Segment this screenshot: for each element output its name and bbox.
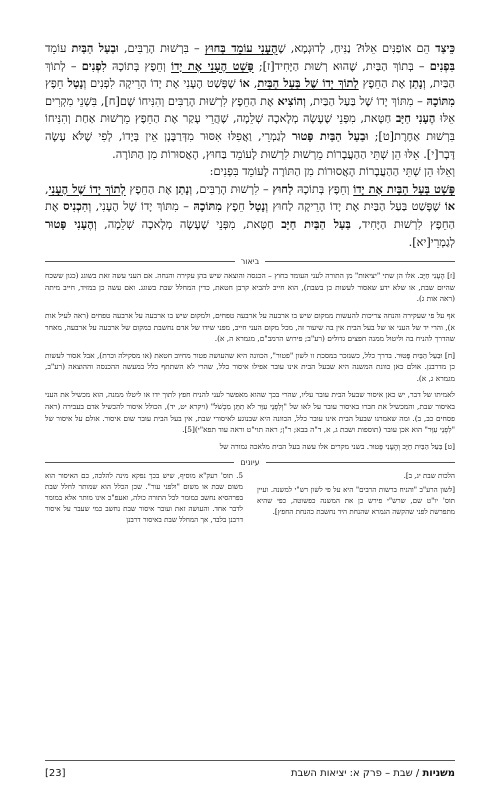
iyunim-separator: [45, 458, 455, 467]
mishnah-text-run: וְחֵפֶץ בְּתוֹכָהּ: [106, 59, 172, 73]
footer-rule: [45, 760, 455, 761]
iyunim-columns: [45, 471, 455, 528]
mishnah-text-run: אֶת הַחֵפֶץ: [358, 77, 410, 91]
footer-title: [291, 768, 455, 779]
footer-title-bold: משניות: [422, 768, 455, 779]
biur-separator: [45, 257, 455, 266]
mishnah-bold-phrase: פָּשַׁט בַּעַל הַבַּיִת אֶת יָדוֹ: [353, 181, 455, 196]
mishnah-bold-phrase: וּבַעַל הַבַּיִת: [71, 41, 119, 55]
page-number: [23]: [45, 768, 66, 779]
iyunim-note: 5. תוס' רעק"א מוסיף, שיש בכך נפקא מינה להלכה, כם האיסור הוא משום שבת או משום "ולפני עור". שכן הכלל הוא שמותר לחלל שבת בפרהסיא נחשב כמומר לכל התורה כולה, ואעפ"כ אינו מותר אלא במומר לדבר אחד. והעושה זאת ועובר איסור שבת נחשב כמי שעבר על איסור דרבנן בלבד, אך המחלל שבת באיסור דרבנן: [45, 471, 243, 524]
iyunim-left-column: [45, 471, 243, 528]
mishnah-text-run: חַטָּאת, מִפְּנֵי שֶׁעָשָׂה מְלָאכָה שְׁלֵמָה,: [96, 217, 282, 231]
mishnah-text-run: ,: [45, 182, 49, 196]
mishnah-text-run: חֵפֶץ: [221, 200, 250, 214]
iyunim-note: [לשון הרע"ב "והניח ברשות הרבים" היא על פי לשון רש"י למשנה. ועיין תוס' יו"ט שם, שרש"י פירש כן את המשנה כפשוטה, כפי שהיא מתפרשת לפני שהקשה הגמרא שהנחת היד נחשבת כהנחת החפץ].: [257, 485, 455, 516]
mishnah-bold-phrase: וְנָתַן: [409, 76, 426, 91]
mishnah-paragraph-2: [45, 163, 455, 181]
mishnah-text-run: – בְּתוֹךְ הַבַּיִת, שֶׁהוּא רְשׁוּת הַיָּחִיד[ז];: [253, 59, 430, 73]
biur-note: אף על פי שעקירה והנחה צריכות להעשות ממקום שיש בו ארבעה על ארבעה טפחים, ולמקום שיש בו ארבעה על ארבעה טפחים (ראה לעיל אות א), והרי יד של העני או של בעל הבית אין בה שיעור זה, מכל מקום העני חייב, מפני שידו של אדם נחשבת כמקום של ארבעה על ארבעה, מאחר שהדרך להניח בה וליטול ממנה חפצים גדולים (רע"ב; פירוש הרמב"ם, מגמרא ה, א).: [45, 310, 455, 344]
mishnah-bold-phrase: מִתּוֹכָהּ: [193, 199, 222, 214]
biur-note: [ח] וּבַעַל הַבַּיִת פָּטוּר. בדרך כלל, כשנזכר במסכת זו לשון "פטור", הכוונה היא שהעושה פטור מחיוב חטאת (או מסקילה וכרת), אבל אסור לעשות כן מדרבנן. אולם כאן כוונת המשנה היא שבעל הבית אינו עובר אפילו איסור כלל, שהרי לא השתתף כלל במעשה ההכנסה וההוצאה (רע"ב, מגמרא ג, א).: [45, 350, 455, 383]
biur-commentary: [45, 270, 455, 452]
biur-note: [ט] בַּעַל הַבַּיִת חַיָּב וְהֶעָנִי פָּטוּר. בשני מקרים אלו עשה בעל הבית מלאכה גמורה של: [219, 441, 455, 451]
mishnah-bold-phrase: אוֹ: [239, 76, 250, 91]
mishnah-text-run: שֶׁפָּשַׁט הֶעָנִי אֶת יָדוֹ הָרֵיקָה לִפְנִים: [86, 77, 240, 91]
mishnah-bold-phrase: וְהוֹצִיא: [277, 93, 306, 108]
mishnah-text-run: עוֹמֵד: [45, 42, 72, 55]
mishnah-text-run: – בִּרְשׁוּת הָרַבִּים,: [118, 42, 205, 55]
mishnah-text-run: – לִרְשׁוּת הָרַבִּים,: [192, 182, 273, 196]
mishnah-text-run: הֵם אוֹפַנִּים אֵלּוּ? נַנִּיחַ, לְדוּגְמָא, שֶׁ: [277, 42, 436, 55]
mishnah-text-run: אֶת הַחֵפֶץ לִרְשׁוּת הָרַבִּים וְהִנִּיחוֹ שָׁם[ח], בִּשְׁנֵי מִקְרִים אֵלּוּ: [45, 94, 455, 126]
biur-label: ביאור: [240, 257, 260, 267]
mishnah-bold-phrase: לַחוּץ: [272, 181, 294, 196]
page: [45, 40, 455, 789]
mishnah-bold-phrase: וְנָטַל: [249, 199, 269, 214]
mishnah-text-run: חַטָּאת, מִפְּנֵי שֶׁעָשָׂה מְלָאכָה שְׁלֵמָה, שֶׁהֲרֵי עָקַר אֶת הַחֵפֶץ מֵרְשׁוּת אַחַת וְהִנִּיחוֹ בִּרְשׁוּת אַחֶרֶת[ט];: [45, 112, 455, 143]
mishnah-bold-phrase: וְנָתַן: [175, 181, 193, 196]
mishnah-bold-phrase: פָּשַׁט הֶעָנִי אֶת יָדוֹ: [171, 58, 254, 73]
mishnah-bold-phrase: מִתּוֹכָהּ: [426, 93, 455, 108]
mishnah-text-run: אֶת הַחֵפֶץ: [125, 182, 176, 196]
mishnah-text-run: אֶת הַחֵפֶץ לִרְשׁוּת הַיָּחִיד,: [45, 200, 455, 231]
mishnah-text-run: ,: [249, 77, 258, 91]
mishnah-bold-phrase: בִּפְנִים: [429, 58, 455, 73]
mishnah-text-run: שֶׁפָּשַׁט בַּעַל הַבַּיִת אֶת יָדוֹ הָרֵיקָה לַחוּץ: [268, 200, 445, 214]
mishnah-paragraph-3: [45, 181, 455, 251]
mishnah-text-run: – מִתּוֹךְ יָדוֹ שֶׁל בַּעַל הַבַּיִת,: [305, 94, 427, 108]
mishnah-bold-phrase: הֶעָנִי חַיָּב: [395, 111, 436, 126]
mishnah-text-run: וְאֵלּוּ הֵן שְׁתֵּי הַהַעֲבָרוֹת הָאֲסוּרוֹת מִן הַתּוֹרָה לָעוֹמֵד בִּפְנִים:: [209, 165, 455, 179]
iyunim-label: עיונים: [240, 458, 260, 468]
mishnah-bold-phrase: וְהֶעָנִי פָּטוּר: [45, 216, 97, 231]
iyunim-right-column: [257, 471, 455, 528]
biur-note: [ז] הֶעָנִי חַיָּב. אלו הן שתי "יציאות" מן התורה לעני העומד בחוץ – הכנסה והוצאה שיש בהן עקירה והנחה. אם העני עשה זאת בשוגג (כגון ששכח שהיום שבת, או שלא ידע שאסור לעשות כן בשבת), הוא חייב להביא קרבן חטאת, כדין המחלל שבת בשוגג. ואם עשה כן במזיד, חייב מיתה (ראה אות ג).: [45, 271, 455, 304]
biur-note: לאמיתו של דבר, יש כאן איסור שבעל הבית עובר עליו, שהרי בכך שהוא מאפשר לעני להניח חפץ לתוך ידו או ליטלו ממנה, הוא מכשיל את העני באיסור שבת, והמכשיל את חברו באיסור עובר על לאו של "וְלִפְנֵי עִוֵּר לֹא תִתֵּן מִכְשֹׁל" (ויקרא יט, יד), הכולל איסור להכשיל אדם בעבירה (ראה פסחים כב, ב). ומה שאמרנו שבעל הבית אינו עובר כלל, הכוונה היא שבנוגע לאיסורי שבת, אין בעל הבית עובר שום איסור. אולם על איסור של "לִפְנֵי עִוֵּר" הוא אכן עובר (תוספות ושבת ג, א, ד"ה בבא; ר"ן; ראה תוי"ט וראה עוד תפא"י)[5].: [45, 390, 455, 435]
mishnah-bold-phrase: וּבַעַל הַבַּיִת פָּטוּר: [292, 128, 369, 143]
mishnah-text-run: לְגַמְרֵי[יא].: [408, 235, 455, 249]
mishnah-text-run: – לְתוֹךְ הַבַּיִת,: [45, 59, 455, 91]
mishnah-text-run: – מִתּוֹךְ יָדוֹ שֶׁל הֶעָנִי,: [91, 200, 194, 214]
mishnah-bold-phrase: הֶעָנִי עוֹמֵד בַּחוּץ: [204, 41, 278, 55]
mishnah-bold-phrase: אוֹ: [444, 199, 456, 214]
mishnah-text-run: חֵפֶץ: [45, 77, 68, 91]
mishnah-bold-phrase: וְנָטַל: [67, 76, 87, 91]
mishnah-bold-phrase: כֵּיצַד: [435, 41, 455, 55]
footer-title-rest: / שבת – פרק א: יציאות השבת: [290, 768, 423, 779]
mishnah-bold-phrase: בַּעַל הַבַּיִת חַיָּב: [281, 216, 351, 231]
mishnah-bold-phrase: לְתוֹךְ יָדוֹ שֶׁל בַּעַל הַבַּיִת: [257, 76, 359, 91]
mishnah-paragraph-1: [45, 40, 455, 163]
mishnah-bold-phrase: לְתוֹךְ יָדוֹ שֶׁל הֶעָנִי: [48, 181, 126, 196]
page-footer: [45, 768, 455, 779]
mishnah-bold-phrase: לִפְנִים: [81, 58, 107, 73]
mishnah-text-run: וְחֵפֶץ בְּתוֹכָהּ: [293, 182, 354, 196]
iyunim-note: הלכות שבת יג, ב].: [403, 471, 455, 481]
mishnah-bold-phrase: וְהִכְנִיס: [63, 199, 92, 214]
mishnah-text-run: לְגַמְרֵי, וַאֲפִלּוּ אִסּוּר מִדְּרַבָּנָן אֵין בְּיָדוֹ, לְפִי שֶׁלֹּא עָשָׂה דָּבָר[י]. אֵלּוּ הֵן שְׁתֵּי הַהַעֲבָרוֹת מֵרְשׁוּת לִרְשׁוּת לָעוֹמֵד בַּחוּץ, הָאֲסוּרוֹת מִן הַתּוֹרָה.: [45, 129, 455, 161]
